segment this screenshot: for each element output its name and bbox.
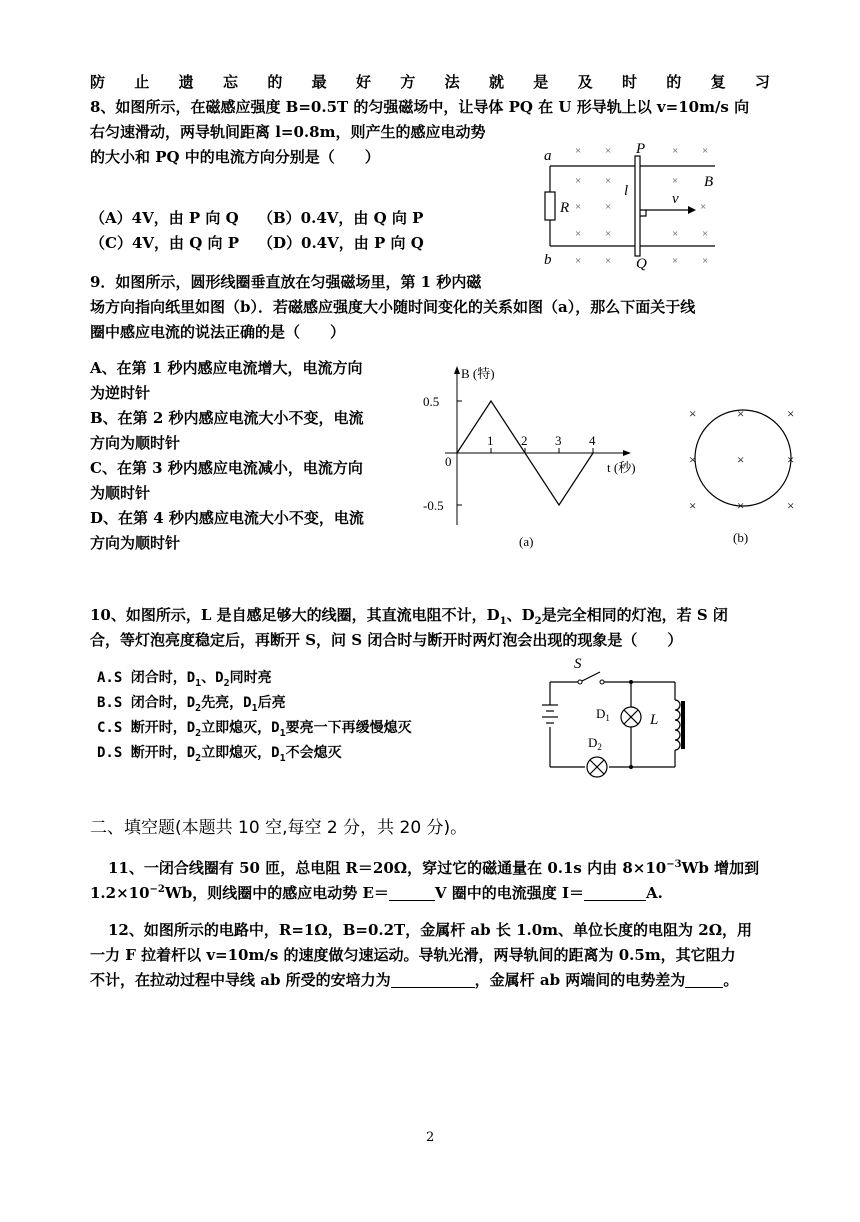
field-cross: ×: [787, 406, 795, 421]
inductor-label: L: [650, 712, 659, 728]
label-b-field: B: [704, 174, 714, 190]
q8-line1: 8、如图所示，在磁感应强度 B=0.5T 的匀强磁场中，让导体 PQ 在 U 形导轨上以 v=10m/s 向: [90, 98, 750, 116]
q8-option-b: （B）0.4V，由 Q 向 P: [258, 209, 424, 227]
blank-emf[interactable]: [389, 884, 435, 901]
x-tick-label: 1: [487, 433, 494, 448]
header-motto: [90, 72, 770, 92]
fig-b-caption: (b): [733, 530, 749, 545]
q11-line1: 11、一闭合线圈有 50 匝，总电阻 R＝20Ω，穿过它的磁通量在 0.1s 内由 $8\times 10^{-3}Wb$ 增加到: [108, 859, 760, 877]
field-cross: ×: [702, 255, 709, 267]
y-axis-label: B (特): [461, 366, 495, 381]
motto-char: 及: [577, 73, 593, 91]
motto-char: 最: [311, 73, 327, 91]
q9-line3: 圈中感应电流的说法正确的是（ ）: [90, 323, 346, 341]
motto-char: 复: [710, 73, 726, 91]
field-cross: ×: [737, 406, 745, 421]
field-cross: ×: [575, 255, 582, 267]
field-cross: ×: [672, 228, 679, 240]
q10-option-c: C.S 断开时，$D_2$立即熄灭，$D_1$要亮一下再缓慢熄灭: [97, 720, 412, 739]
q9-option-a-1: A、在第 1 秒内感应电流增大，电流方向: [90, 359, 363, 377]
label-v: v: [672, 191, 679, 207]
b-t-graph: [415, 360, 645, 550]
q10-circuit-diagram: [540, 655, 700, 780]
q8-line2: 右匀速滑动，两导轨间距离 l=0.8m，则产生的感应电动势: [90, 123, 486, 141]
q9-line2: 场方向指向纸里如图（b）．若磁感应强度大小随时间变化的关系如图（a），那么下面关于线: [90, 298, 696, 316]
q10-line1: 10、如图所示，L 是自感足够大的线圈，其直流电阻不计，$D_1$、$D_2$是完全相同的灯泡，若 S 闭: [90, 606, 728, 627]
motto-char: 的: [267, 73, 283, 91]
lamp-d1-label: $D_1$: [596, 706, 610, 723]
page-number: 2: [426, 1130, 435, 1145]
motto-char: 好: [355, 73, 371, 91]
q9-option-a-2: 为逆时针: [90, 384, 151, 402]
field-cross: ×: [689, 452, 697, 467]
q12-line3: 不计，在拉动过程中导线 ab 所受的安培力为 ，金属杆 ab 两端间的电势差为 。: [90, 971, 739, 989]
x-tick-label: 2: [521, 433, 528, 448]
field-cross: ×: [605, 145, 612, 157]
motto-char: 遗: [178, 73, 194, 91]
q9-option-c-2: 为顺时针: [90, 484, 151, 502]
field-cross: ×: [737, 498, 745, 513]
field-cross: ×: [605, 201, 612, 213]
motto-char: 是: [533, 73, 549, 91]
motto-char: 防: [90, 73, 106, 91]
field-cross: ×: [700, 201, 707, 213]
field-cross: ×: [689, 406, 697, 421]
label-b: b: [544, 252, 552, 268]
motto-char: 法: [444, 73, 460, 91]
q9-option-c-1: C、在第 3 秒内感应电流减小，电流方向: [90, 459, 363, 477]
field-cross: ×: [605, 228, 612, 240]
blank-potential-difference[interactable]: [685, 971, 723, 988]
motto-char: 时: [621, 73, 637, 91]
field-cross: ×: [575, 175, 582, 187]
field-cross: ×: [575, 228, 582, 240]
field-cross: ×: [737, 452, 745, 467]
section-2-heading: 二、填空题(本题共 10 空,每空 2 分，共 20 分)。: [90, 818, 468, 838]
field-cross: ×: [575, 145, 582, 157]
q9-option-b-2: 方向为顺时针: [90, 434, 181, 452]
motto-char: 就: [488, 73, 504, 91]
label-a: a: [544, 148, 552, 164]
q10-option-b: B.S 闭合时，$D_2$先亮，$D_1$后亮: [97, 695, 286, 714]
q10-option-d: D.S 断开时，$D_2$立即熄灭，$D_1$不会熄灭: [97, 745, 342, 764]
switch-label: S: [574, 656, 582, 672]
field-cross: ×: [672, 255, 679, 267]
field-cross: ×: [787, 498, 795, 513]
motto-char: 方: [400, 73, 416, 91]
q9-line1: 9．如图所示，圆形线圈垂直放在匀强磁场里，第 1 秒内磁: [90, 273, 482, 291]
label-q: Q: [636, 256, 647, 272]
label-l: l: [624, 183, 629, 199]
x-tick-label: 4: [589, 433, 596, 448]
q8-option-d: （D）0.4V，由 P 向 Q: [258, 234, 424, 252]
field-cross: ×: [689, 498, 697, 513]
q12-line2: 一力 F 拉着杆以 v=10m/s 的速度做匀速运动。导轨光滑，两导轨间的距离为 0.5m，其它阻力: [90, 946, 736, 964]
q10-line2: 合，等灯泡亮度稳定后，再断开 S，问 S 闭合时与断开时两灯泡会出现的现象是（ ）: [90, 631, 683, 649]
q8-line3: 的大小和 PQ 中的电流方向分别是（ ）: [90, 148, 380, 166]
coil-diagram: [685, 400, 805, 550]
label-r: R: [560, 200, 570, 216]
x-tick-label: 3: [555, 433, 562, 448]
field-cross: ×: [787, 452, 795, 467]
motto-char: 忘: [222, 73, 238, 91]
motto-char: 止: [134, 73, 150, 91]
field-cross: ×: [702, 228, 709, 240]
field-cross: ×: [702, 145, 709, 157]
y-tick-label: 0.5: [423, 394, 440, 409]
blank-current[interactable]: [584, 884, 646, 901]
q12-line1: 12、如图所示的电路中，R=1Ω，B=0.2T，金属杆 ab 长 1.0m、单位长度的电阻为 2Ω，用: [108, 921, 753, 939]
y-tick-label: -0.5: [423, 498, 444, 513]
motto-char: 的: [666, 73, 682, 91]
field-cross: ×: [672, 145, 679, 157]
origin-label: 0: [445, 454, 452, 469]
blank-ampere-force[interactable]: [391, 971, 475, 988]
field-cross: ×: [575, 201, 582, 213]
q9-option-d-2: 方向为顺时针: [90, 534, 181, 552]
field-cross: ×: [672, 175, 679, 187]
q8-option-c: （C）4V，由 Q 向 P: [90, 234, 240, 252]
field-cross: ×: [605, 255, 612, 267]
q11-line2: $1.2\times 10^{-2}Wb$，则线圈中的感应电动势 E＝ V 圈中的电流强度 I＝ A.: [90, 884, 663, 902]
lamp-d2-label: $D_2$: [588, 735, 602, 752]
q8-rail-diagram: [540, 140, 730, 270]
q8-option-a: （A）4V，由 P 向 Q: [90, 209, 239, 227]
q10-option-a: A.S 闭合时，$D_1$、$D_2$同时亮: [97, 670, 272, 689]
q9-option-d-1: D、在第 4 秒内感应电流大小不变，电流: [90, 509, 364, 527]
field-cross: ×: [605, 175, 612, 187]
chart-caption: (a): [519, 534, 534, 549]
q9-option-b-1: B、在第 2 秒内感应电流大小不变，电流: [90, 409, 364, 427]
label-p: P: [636, 141, 646, 157]
x-axis-label: t (秒): [607, 460, 636, 475]
motto-char: 习: [754, 73, 770, 91]
